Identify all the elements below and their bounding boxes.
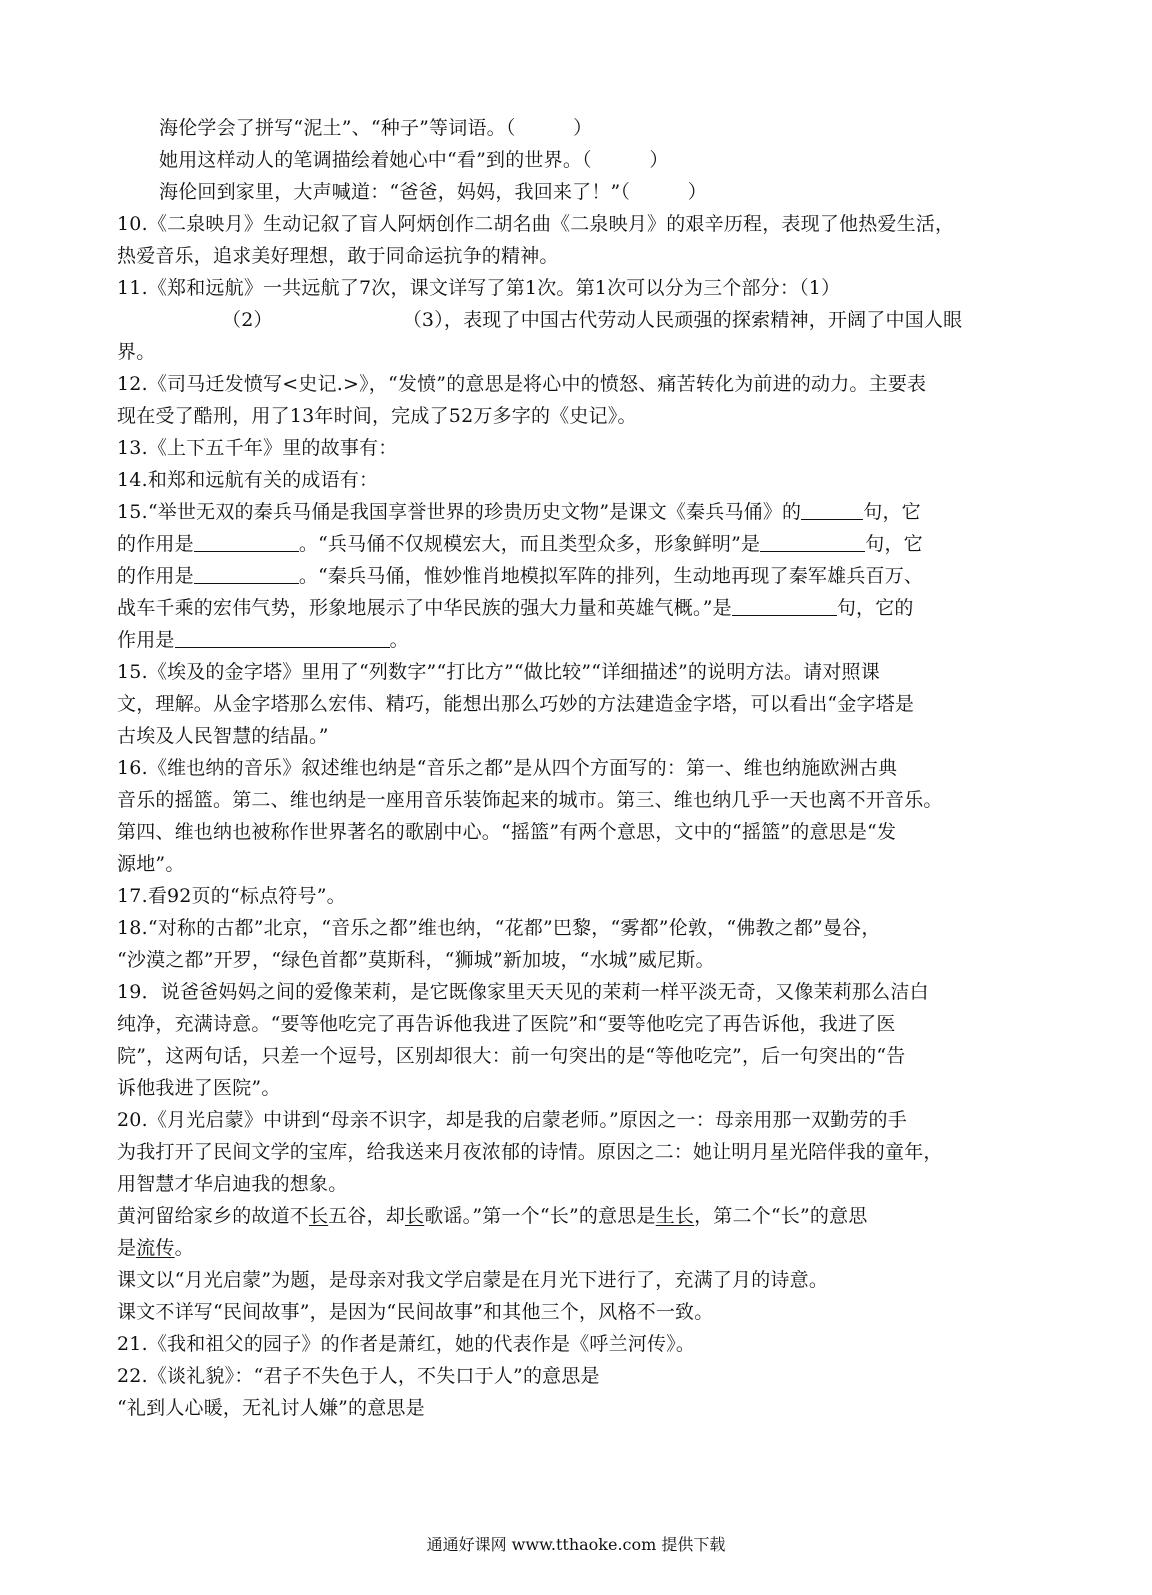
text-fragment: 句，它 bbox=[865, 533, 923, 555]
fill-blank bbox=[801, 499, 863, 520]
text-line bbox=[117, 592, 1017, 624]
text-line: 院”，这两句话，只差一个逗号，区别却很大：前一句突出的是“等他吃完”，后一句突出的“告 bbox=[117, 1045, 906, 1067]
text-line: 10.《二泉映月》生动记叙了盲人阿炳创作二胡名曲《二泉映月》的艰辛历程，表现了他热爱生活， bbox=[117, 213, 955, 235]
text-line bbox=[117, 528, 1017, 560]
text-line bbox=[117, 496, 1017, 528]
text-line: 12.《司马迁发愤写<史记.>》，“发愤”的意思是将心中的愤怒、痛苦转化为前进的动力。主要表 bbox=[117, 373, 927, 395]
text-line: 用智慧才华启迪我的想象。 bbox=[117, 1173, 348, 1195]
text-line: 18.“对称的古都”北京，“音乐之都”维也纳，“花都”巴黎，“雾都”伦敦，“佛教之都”曼谷， bbox=[117, 917, 881, 939]
text-line bbox=[117, 624, 1017, 656]
text-line: 课文以“月光启蒙”为题，是母亲对我文学启蒙是在月光下进行了，充满了月的诗意。 bbox=[117, 1269, 829, 1291]
text-line: 第四、维也纳也被称作世界著名的歌剧中心。“摇篮”有两个意思，文中的“摇篮”的意思是“发 bbox=[117, 821, 897, 843]
fill-blank bbox=[760, 531, 865, 552]
text-line: 16.《维也纳的音乐》叙述维也纳是“音乐之都”是从四个方面写的：第一、维也纳施欧洲古典 bbox=[117, 757, 898, 779]
text-line: “沙漠之都”开罗，“绿色首都”莫斯科，“狮城”新加坡，“水城”威尼斯。 bbox=[117, 949, 715, 971]
text-line: 课文不详写“民间故事”，是因为“民间故事”和其他三个，风格不一致。 bbox=[117, 1301, 714, 1323]
text-fragment: 的作用是 bbox=[117, 533, 194, 555]
text-line: 热爱音乐，追求美好理想，敢于同命运抗争的精神。 bbox=[117, 245, 559, 267]
fill-blank bbox=[732, 595, 837, 616]
underlined-word: 生长 bbox=[655, 1205, 695, 1227]
text-line: 20.《月光启蒙》中讲到“母亲不识字，却是我的启蒙老师。”原因之一：母亲用那一双勤劳的手 bbox=[117, 1109, 907, 1131]
underlined-word: 流传 bbox=[136, 1237, 175, 1259]
text-line: 现在受了酷刑，用了13年时间，完成了52万多字的《史记》。 bbox=[117, 405, 637, 427]
text-fragment: 是 bbox=[117, 1237, 137, 1259]
text-fragment: 黄河留给家乡的故道不 bbox=[117, 1205, 310, 1227]
text-fragment: 。“兵马俑不仅规模宏大，而且类型众多，形象鲜明”是 bbox=[298, 533, 761, 555]
text-line bbox=[117, 560, 1017, 592]
fill-blank bbox=[194, 563, 299, 584]
text-line: 纯净，充满诗意。“要等他吃完了再告诉他我进了医院”和“要等他吃完了再告诉他，我进了医 bbox=[117, 1013, 896, 1035]
text-fragment: 的作用是 bbox=[117, 565, 194, 587]
text-line: 19．说爸爸妈妈之间的爱像茉莉，是它既像家里天天见的茉莉一样平淡无奇，又像茉莉那么洁白 bbox=[117, 981, 929, 1003]
text-fragment: 战车千乘的宏伟气势，形象地展示了中华民族的强大力量和英雄气概。”是 bbox=[117, 597, 732, 619]
text-line: 17.看92页的“标点符号”。 bbox=[117, 885, 346, 907]
text-fragment: 15.“举世无双的秦兵马俑是我国享誉世界的珍贵历史文物”是课文《秦兵马俑》的 bbox=[117, 501, 802, 523]
text-line bbox=[117, 304, 1017, 336]
text-line: 海伦学会了拼写“泥土”、“种子”等词语。（ ） bbox=[159, 117, 593, 139]
text-fragment: ，第二个“长”的意思 bbox=[694, 1205, 868, 1227]
text-line: “礼到人心暖，无礼讨人嫌”的意思是 bbox=[117, 1397, 425, 1419]
fill-blank bbox=[194, 531, 299, 552]
fill-blank bbox=[175, 627, 390, 648]
text-fragment: 歌谣。”第一个“长”的意思是 bbox=[424, 1205, 656, 1227]
text-fragment: 作用是 bbox=[117, 629, 175, 651]
text-line bbox=[117, 1232, 1017, 1264]
text-line: 她用这样动人的笔调描绘着她心中“看”到的世界。（ ） bbox=[159, 149, 669, 171]
text-line: 界。 bbox=[117, 341, 156, 363]
text-fragment: （2） bbox=[222, 309, 273, 331]
text-line: 14.和郑和远航有关的成语有： bbox=[117, 469, 379, 491]
text-line: 13.《上下五千年》里的故事有： bbox=[117, 437, 398, 459]
text-line: 11.《郑和远航》一共远航了7次，课文详写了第1次。第1次可以分为三个部分：（1） bbox=[117, 277, 841, 299]
text-line: 音乐的摇篮。第二、维也纳是一座用音乐装饰起来的城市。第三、维也纳几乎一天也离不开音乐。 bbox=[117, 789, 943, 811]
document-body bbox=[117, 112, 1017, 1424]
text-fragment: 五谷，却 bbox=[328, 1205, 406, 1227]
text-line: 文，理解。从金字塔那么宏伟、精巧，能想出那么巧妙的方法建造金字塔，可以看出“金字塔是 bbox=[117, 693, 915, 715]
text-fragment: 句，它的 bbox=[836, 597, 914, 619]
underlined-word: 长 bbox=[405, 1205, 425, 1227]
text-line: 古埃及人民智慧的结晶。” bbox=[117, 725, 329, 747]
page-footer: 通通好课网 www.tthaoke.com 提供下载 bbox=[426, 1535, 726, 1554]
text-line: 为我打开了民间文学的宝库，给我送来月夜浓郁的诗情。原因之二：她让明月星光陪伴我的童年， bbox=[117, 1141, 943, 1163]
text-line: 22.《谈礼貌》：“君子不失色于人，不失口于人”的意思是 bbox=[117, 1365, 600, 1387]
text-fragment: 句，它 bbox=[863, 501, 921, 523]
text-line bbox=[117, 1200, 1017, 1232]
text-fragment: 。“秦兵马俑，惟妙惟肖地模拟军阵的排列，生动地再现了秦军雄兵百万、 bbox=[298, 565, 924, 587]
text-fragment: 。 bbox=[389, 629, 409, 651]
text-fragment: （3），表现了中国古代劳动人民顽强的探索精神，开阔了中国人眼 bbox=[402, 309, 963, 331]
text-line: 诉他我进了医院”。 bbox=[117, 1077, 281, 1099]
text-line: 源地”。 bbox=[117, 853, 185, 875]
text-fragment: 。 bbox=[174, 1237, 194, 1259]
underlined-word: 长 bbox=[309, 1205, 329, 1227]
text-line: 15.《埃及的金字塔》里用了“列数字”“打比方”“做比较”“详细描述”的说明方法。请对照课 bbox=[117, 661, 880, 683]
text-line: 21.《我和祖父的园子》的作者是萧红，她的代表作是《呼兰河传》。 bbox=[117, 1333, 696, 1355]
text-line: 海伦回到家里，大声喊道：“爸爸，妈妈，我回来了！”（ ） bbox=[159, 181, 707, 203]
